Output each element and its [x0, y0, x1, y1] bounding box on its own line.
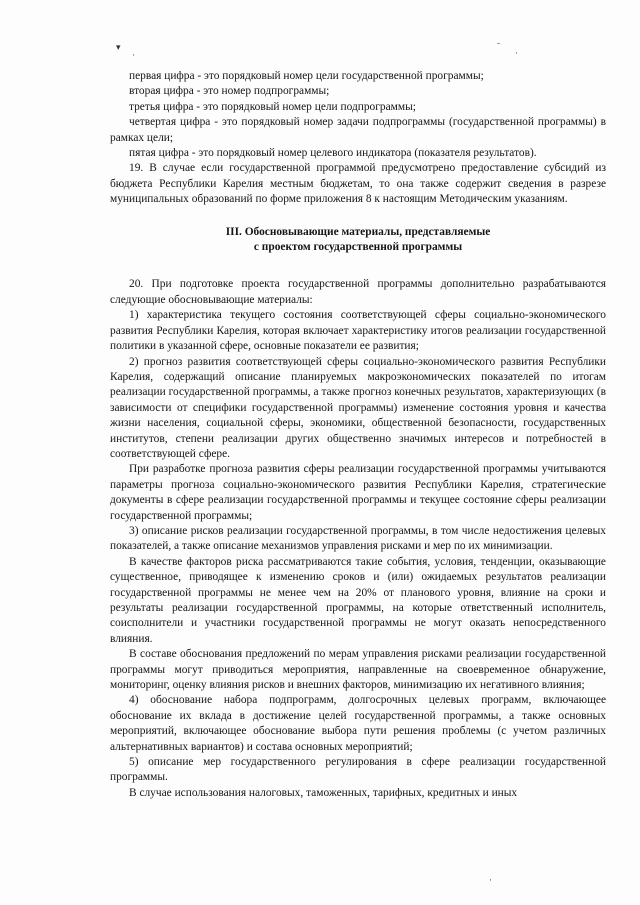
section-heading — [110, 225, 606, 256]
section-heading-line: III. Обосновывающие материалы, представляемые — [225, 225, 491, 238]
paragraph: 4) обоснование набора подпрограмм, долгосрочных целевых программ, включающее обоснование их вклада в достижение целей государственной программы, а также основных мероприятий, включающее обоснование выбора пути решения проблемы (с учетом различных альтернативных вариантов) и состава основных мероприятий; — [110, 694, 606, 753]
scan-speck: ▾ — [116, 42, 121, 52]
scan-speck: · — [489, 875, 492, 885]
scan-speck: · — [515, 48, 518, 58]
paragraph: В качестве факторов риска рассматриваются такие события, условия, тенденции, оказывающие существенное, приводящее к изменению сроков и (или) ожидаемых результатов реализации государственной программы не менее чем на 20% от планового уровня, влияние на сроки и результаты реализации государственной программы, на которые ответственный исполнитель, соисполнители и участники государственной программы не могут оказать непосредственного влияния. — [110, 555, 606, 645]
paragraph: четвертая цифра - это порядковый номер задачи подпрограммы (государственной программы) в рамках цели; — [110, 116, 606, 144]
paragraph: 20. При подготовке проекта государственной программы дополнительно разрабатываются следующие обосновывающие материалы: — [110, 278, 606, 306]
paragraph: третья цифра - это порядковый номер цели подпрограммы; — [129, 100, 416, 113]
paragraph: вторая цифра - это номер подпрограммы; — [129, 85, 330, 98]
paragraph: В случае использования налоговых, таможенных, тарифных, кредитных и иных — [129, 786, 518, 799]
paragraph: пятая цифра - это порядковый номер целевого индикатора (показателя результатов). — [129, 147, 537, 160]
document-body — [110, 69, 606, 801]
paragraph: 5) описание мер государственного регулирования в сфере реализации государственной программы. — [110, 756, 606, 784]
paragraph: 1) характеристика текущего состояния соответствующей сферы социально-экономического развития Республики Карелия, которая включает характеристику итогов реализации государственной политики в указанной сфере, основные показатели ее развития; — [110, 309, 606, 353]
section-heading-line: с проектом государственной программы — [253, 241, 463, 254]
paragraph: 19. В случае если государственной программой предусмотрено предоставление субсидий из бюджета Республики Карелия местным бюджетам, то она также содержит сведения в разрезе муниципальных образований по форме приложения 8 к настоящим Методическим указаниям. — [110, 162, 606, 206]
paragraph: 2) прогноз развития соответствующей сферы социально-экономического развития Республики Карелия, содержащий описание планируемых макроэкономических показателей по итогам реализации государственной программы, а также прогноз конечных результатов, характеризующих (в зависимости от специфики государственной программы) изменение состояния уровня и качества жизни населения, социальной сферы, экономики, общественной безопасности, государственных институтов, степени реализации других общественно значимых интересов и потребностей в соответствующей сфере. — [110, 355, 606, 460]
paragraph: В составе обоснования предложений по мерам управления рисками реализации государственной программы могут приводиться мероприятия, направленные на своевременное обнаружение, мониторинг, оценку влияния рисков и внешних факторов, минимизацию их негативного влияния; — [110, 648, 606, 692]
paragraph: При разработке прогноза развития сферы реализации государственной программы учитываются параметры прогноза социально-экономического развития Республики Карелия, стратегические документы в сфере реализации государственной программы и текущее состояние сферы реализации государственной программы; — [110, 463, 606, 522]
scan-speck: ˉ — [497, 41, 500, 51]
scan-speck: · — [132, 50, 135, 60]
paragraph: первая цифра - это порядковый номер цели государственной программы; — [129, 70, 484, 82]
paragraph: 3) описание рисков реализации государственной программы, в том числе недостижения целевых показателей, а также описание механизмов управления рисками и мер по их минимизации. — [110, 524, 606, 553]
